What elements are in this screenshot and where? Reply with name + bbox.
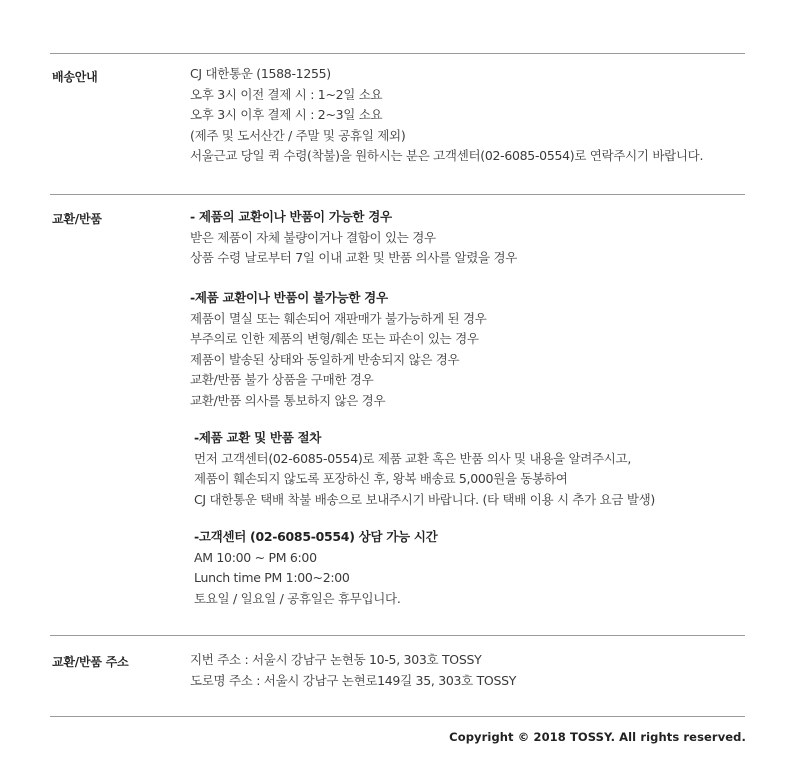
divider-top	[50, 53, 745, 54]
exchange-impossible-section	[190, 288, 487, 411]
shipping-label: 배송안내	[52, 70, 98, 84]
divider-exchange-address	[50, 635, 745, 636]
list-item: Lunch time PM 1:00~2:00	[194, 570, 350, 585]
list-item: 받은 제품이 자체 불량이거나 결함이 있는 경우	[190, 229, 436, 245]
address-content	[190, 650, 516, 691]
exchange-impossible-heading: -제품 교환이나 반품이 불가능한 경우	[190, 290, 388, 305]
address-lot: 지번 주소 : 서울시 강남구 논현동 10-5, 303호 TOSSY	[190, 652, 482, 667]
shipping-quick-delivery: 서울근교 당일 퀵 수령(착불)을 원하시는 분은 고객센터(02-6085-0554)로 연락주시기 바랍니다.	[190, 148, 704, 163]
list-item: 토요일 / 일요일 / 공휴일은 휴무입니다.	[194, 590, 401, 606]
customer-center-hours-section	[194, 527, 437, 609]
divider-bottom	[50, 716, 745, 717]
list-item: 제품이 발송된 상태와 동일하게 반송되지 않은 경우	[190, 351, 460, 367]
list-item: 부주의로 인한 제품의 변형/훼손 또는 파손이 있는 경우	[190, 331, 479, 346]
shipping-before-3pm: 오후 3시 이전 결제 시 : 1~2일 소요	[190, 86, 383, 102]
exchange-label: 교환/반품	[52, 212, 102, 226]
exchange-procedure-section	[194, 428, 655, 510]
exchange-possible-heading: - 제품의 교환이나 반품이 가능한 경우	[190, 209, 392, 224]
customer-center-hours-heading: -고객센터 (02-6085-0554) 상담 가능 시간	[194, 529, 438, 544]
list-item: 상품 수령 날로부터 7일 이내 교환 및 반품 의사를 알렸을 경우	[190, 250, 517, 265]
shipping-carrier: CJ 대한통운 (1588-1255)	[190, 66, 331, 81]
exchange-procedure-heading: -제품 교환 및 반품 절차	[194, 430, 322, 445]
copyright-text: Copyright © 2018 TOSSY. All rights reserved.	[449, 730, 746, 744]
list-item: AM 10:00 ~ PM 6:00	[194, 549, 317, 565]
shipping-content	[190, 64, 703, 167]
shipping-after-3pm: 오후 3시 이후 결제 시 : 2~3일 소요	[190, 107, 383, 122]
list-item: CJ 대한통운 택배 착불 배송으로 보내주시기 바랍니다. (타 택배 이용 시 추가 요금 발생)	[194, 491, 655, 507]
exchange-possible-section	[190, 207, 517, 269]
list-item: 먼저 고객센터(02-6085-0554)로 제품 교환 혹은 반품 의사 및 내용을 알려주시고,	[194, 450, 631, 466]
divider-shipping-exchange	[50, 194, 745, 195]
shipping-exclusion: (제주 및 도서산간 / 주말 및 공휴일 제외)	[190, 127, 406, 143]
list-item: 교환/반품 의사를 통보하지 않은 경우	[190, 392, 386, 408]
address-label: 교환/반품 주소	[52, 655, 129, 669]
address-road: 도로명 주소 : 서울시 강남구 논현로149길 35, 303호 TOSSY	[190, 672, 517, 688]
list-item: 교환/반품 불가 상품을 구매한 경우	[190, 372, 374, 387]
list-item: 제품이 멸실 또는 훼손되어 재판매가 불가능하게 된 경우	[190, 310, 487, 326]
list-item: 제품이 훼손되지 않도록 포장하신 후, 왕복 배송료 5,000원을 동봉하여	[194, 471, 568, 486]
